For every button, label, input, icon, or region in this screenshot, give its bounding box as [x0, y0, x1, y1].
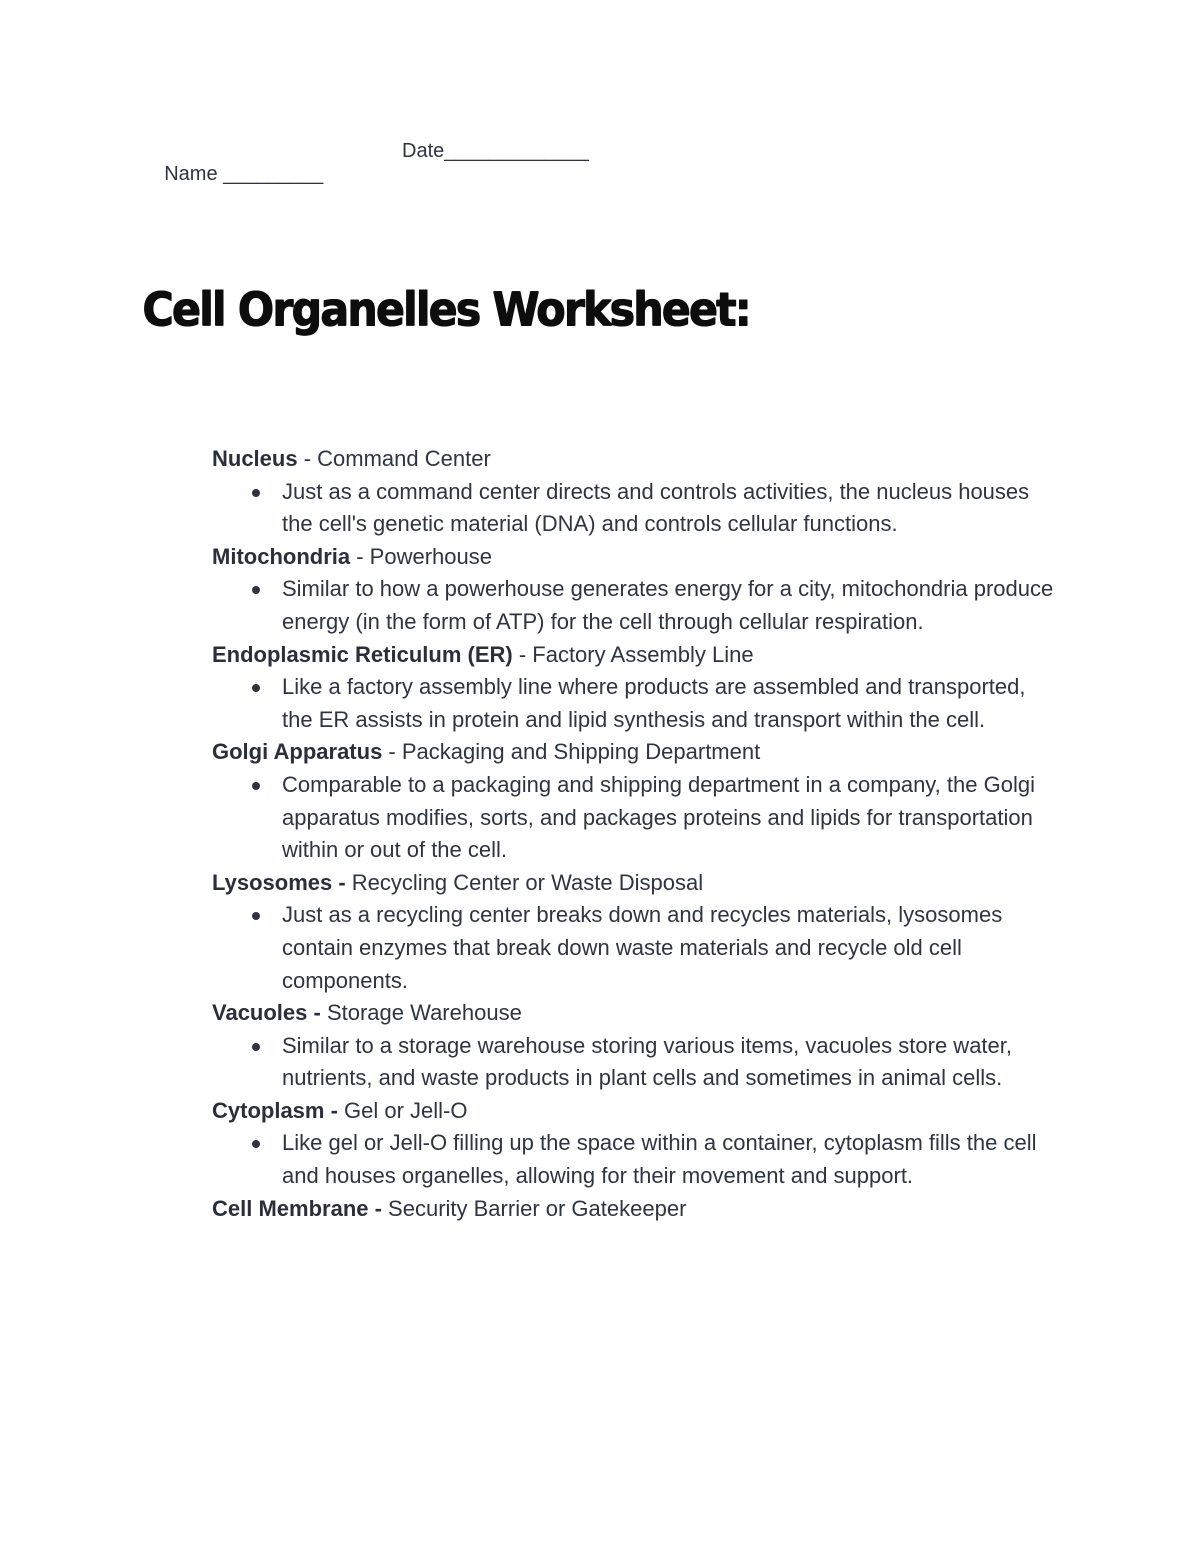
organelle-term: Cell Membrane - — [212, 1195, 389, 1221]
bullet-icon — [252, 1043, 260, 1051]
header-line — [142, 140, 589, 232]
organelle-analogy: - Powerhouse — [350, 543, 492, 569]
organelle-analogy: Security Barrier or Gatekeeper — [388, 1195, 687, 1221]
organelle-analogy: Gel or Jell-O — [344, 1097, 468, 1123]
organelle-term: Mitochondria — [212, 543, 351, 569]
organelle-heading-vacuoles — [212, 997, 1072, 1030]
organelle-term: Nucleus — [212, 446, 298, 471]
page-title: Cell Organelles Worksheet: — [142, 282, 750, 336]
date-label: Date_____________ — [402, 140, 589, 162]
bullet-icon — [252, 1140, 260, 1148]
bullet-icon — [252, 684, 260, 692]
organelle-description-mitochondria — [212, 573, 1072, 638]
organelle-description-vacuoles — [212, 1030, 1072, 1095]
bullet-icon — [252, 586, 260, 594]
bullet-icon — [252, 912, 260, 920]
organelle-term: Cytoplasm - — [212, 1097, 345, 1123]
organelle-term: Vacuoles - — [212, 1000, 327, 1026]
description-text: Just as a recycling center breaks down and recycles materials, lysosomes contain enzymes that break down waste materials and recycle old cell components. — [282, 902, 1003, 993]
organelle-description-lysosomes — [212, 899, 1072, 997]
description-text: Similar to how a powerhouse generates energy for a city, mitochondria produce energy (in the form of ATP) for the cell through cellular respiration. — [282, 576, 1054, 634]
organelle-heading-lysosomes — [212, 867, 1072, 900]
bullet-icon — [252, 782, 260, 790]
organelle-description-nucleus — [212, 476, 1072, 541]
organelle-term: Lysosomes - — [212, 869, 352, 895]
organelle-list — [212, 443, 1072, 1225]
description-text: Similar to a storage warehouse storing various items, vacuoles store water, nutrients, and waste products in plant cells and sometimes in animal cells. — [282, 1032, 1012, 1091]
organelle-term: Golgi Apparatus — [212, 739, 383, 765]
description-text: Just as a command center directs and controls activities, the nucleus houses the cell's genetic material (DNA) and controls cellular functions. — [282, 478, 1030, 537]
bullet-icon — [252, 489, 260, 497]
description-text: Like gel or Jell-O filling up the space within a container, cytoplasm fills the cell and houses organelles, allowing for their movement and support. — [282, 1130, 1037, 1189]
organelle-description-er — [212, 671, 1072, 736]
organelle-term: Endoplasmic Reticulum (ER) — [212, 641, 513, 667]
organelle-heading-er — [212, 639, 1072, 672]
organelle-analogy: - Packaging and Shipping Department — [382, 739, 761, 765]
description-text: Like a factory assembly line where products are assembled and transported, the ER assists in protein and lipid synthesis and transport within the cell. — [282, 674, 1026, 732]
organelle-analogy: - Factory Assembly Line — [512, 641, 754, 667]
organelle-heading-cytoplasm — [212, 1095, 1072, 1128]
organelle-analogy: Recycling Center or Waste Disposal — [351, 869, 704, 895]
organelle-heading-golgi — [212, 736, 1072, 769]
organelle-description-cytoplasm — [212, 1127, 1072, 1192]
organelle-analogy: Storage Warehouse — [326, 1000, 522, 1026]
organelle-heading-mitochondria — [212, 541, 1072, 574]
organelle-analogy: - Command Center — [297, 446, 491, 471]
organelle-heading-nucleus — [212, 443, 1072, 476]
description-text: Comparable to a packaging and shipping department in a company, the Golgi apparatus modifies, sorts, and packages proteins and lipids for transportation within or out of the cell. — [282, 771, 1035, 863]
name-label: Name _________ — [164, 163, 324, 185]
organelle-heading-cell-membrane — [212, 1193, 1072, 1226]
organelle-description-golgi — [212, 769, 1072, 867]
